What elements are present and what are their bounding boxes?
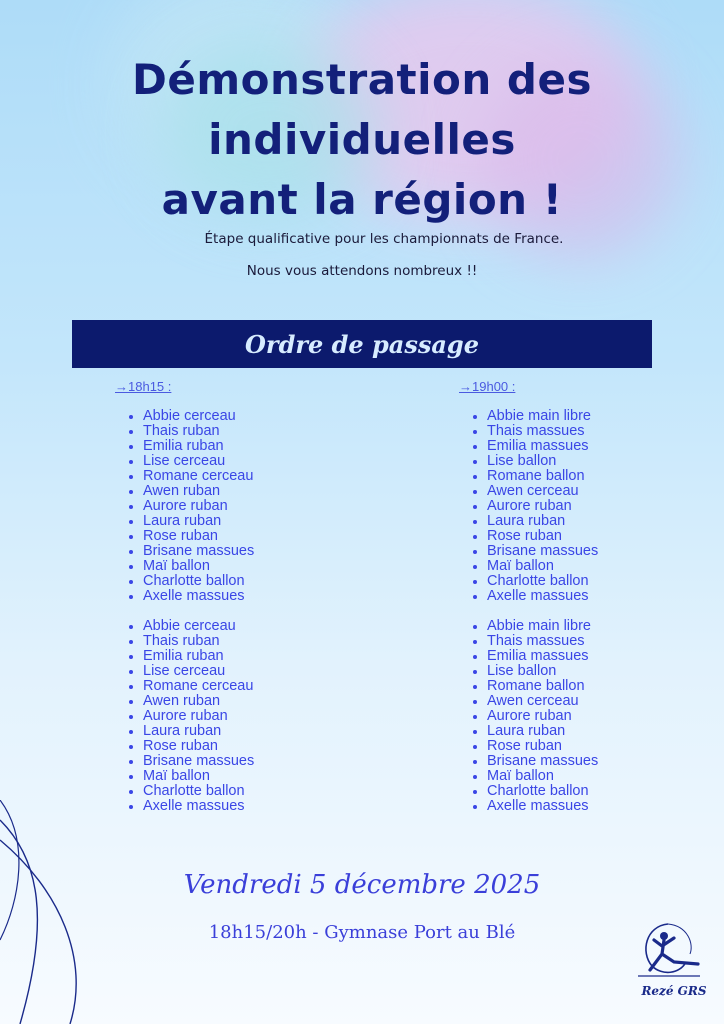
performer-item: Abbie cerceau (115, 409, 254, 424)
performer-item: Lise ballon (459, 454, 598, 469)
title-line-2: individuelles (208, 115, 516, 164)
decorative-curves (0, 800, 130, 1024)
performer-item: Awen cerceau (459, 484, 598, 499)
performer-list (459, 619, 598, 814)
banner-label: Ordre de passage (245, 329, 479, 359)
performer-item: Abbie main libre (459, 409, 598, 424)
title-line-3: avant la région ! (161, 175, 563, 224)
performer-item: Awen ruban (115, 484, 254, 499)
performer-item: Rose ruban (115, 529, 254, 544)
performer-item: Aurore ruban (459, 499, 598, 514)
performer-item: Maï ballon (459, 769, 598, 784)
performer-item: Emilia massues (459, 649, 598, 664)
performer-list (115, 619, 254, 814)
performer-item: Axelle massues (459, 799, 598, 814)
section-banner (72, 320, 652, 368)
performer-item: Romane cerceau (115, 469, 254, 484)
performer-item: Laura ruban (459, 514, 598, 529)
performer-item: Charlotte ballon (459, 784, 598, 799)
performer-item: Romane cerceau (115, 679, 254, 694)
performer-item: Laura ruban (115, 724, 254, 739)
performer-item: Brisane massues (115, 544, 254, 559)
performer-item: Aurore ruban (115, 499, 254, 514)
performer-item: Abbie main libre (459, 619, 598, 634)
performer-item: Laura ruban (115, 514, 254, 529)
performer-item: Charlotte ballon (115, 784, 254, 799)
performer-item: Axelle massues (115, 589, 254, 604)
performer-item: Laura ruban (459, 724, 598, 739)
performer-item: Emilia massues (459, 439, 598, 454)
performer-item: Romane ballon (459, 469, 598, 484)
subtitle: Étape qualificative pour les championnats de France. (204, 231, 564, 247)
club-logo (620, 918, 720, 1010)
performer-item: Lise cerceau (115, 454, 254, 469)
logo-text: Rezé GRS (641, 984, 707, 998)
schedule-column-right (459, 378, 598, 814)
performer-item: Abbie cerceau (115, 619, 254, 634)
performer-item: Brisane massues (459, 754, 598, 769)
performer-item: Charlotte ballon (459, 574, 598, 589)
performer-list (459, 409, 598, 604)
performer-item: Thais ruban (115, 424, 254, 439)
event-time-location: 18h15/20h - Gymnase Port au Blé (208, 922, 516, 943)
performer-item: Awen ruban (115, 694, 254, 709)
schedule-column-left (115, 378, 254, 814)
performer-item: Rose ruban (459, 529, 598, 544)
performer-item: Awen cerceau (459, 694, 598, 709)
performer-item: Thais ruban (115, 634, 254, 649)
performer-item: Axelle massues (115, 799, 254, 814)
time-slot-heading: →18h15 : (115, 379, 172, 394)
page-title (60, 50, 664, 230)
gymnast-ribbon-icon (628, 918, 708, 984)
performer-item: Brisane massues (115, 754, 254, 769)
performer-item: Romane ballon (459, 679, 598, 694)
performer-item: Lise ballon (459, 664, 598, 679)
performer-item: Maï ballon (115, 559, 254, 574)
performer-item: Aurore ruban (115, 709, 254, 724)
performer-item: Emilia ruban (115, 439, 254, 454)
title-line-1: Démonstration des (132, 55, 592, 104)
time-slot-heading: →19h00 : (459, 379, 516, 394)
performer-item: Thais massues (459, 424, 598, 439)
performer-item: Axelle massues (459, 589, 598, 604)
performer-item: Thais massues (459, 634, 598, 649)
performer-item: Emilia ruban (115, 649, 254, 664)
performer-item: Maï ballon (115, 769, 254, 784)
performer-item: Maï ballon (459, 559, 598, 574)
performer-item: Rose ruban (459, 739, 598, 754)
performer-item: Rose ruban (115, 739, 254, 754)
performer-item: Charlotte ballon (115, 574, 254, 589)
invitation-text: Nous vous attendons nombreux !! (246, 263, 478, 279)
performer-list (115, 409, 254, 604)
performer-item: Brisane massues (459, 544, 598, 559)
performer-item: Aurore ruban (459, 709, 598, 724)
performer-item: Lise cerceau (115, 664, 254, 679)
event-date: Vendredi 5 décembre 2025 (183, 870, 541, 900)
